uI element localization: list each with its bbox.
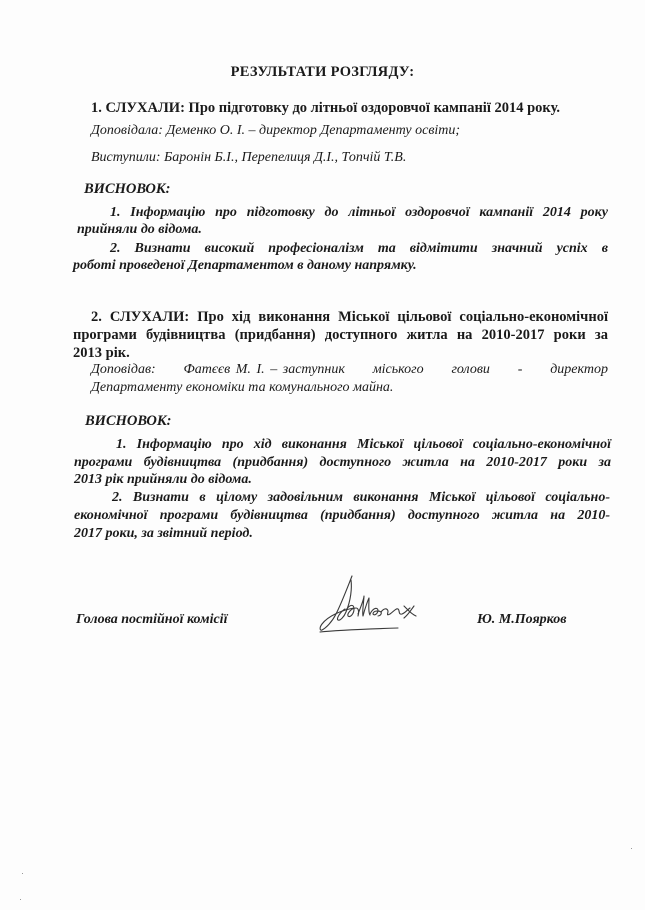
item1-heard bbox=[91, 98, 560, 118]
page-title: РЕЗУЛЬТАТИ РОЗГЛЯДУ: bbox=[230, 64, 415, 80]
item2-conclusion-2-line1: 2. Визнати в цілому задовільним виконання Міської цільової соціально- bbox=[112, 490, 610, 505]
item1-reporter: Доповідала: Деменко О. І. – директор Департаменту освіти; bbox=[91, 123, 461, 138]
item2-conclusion-1-line2: програми будівництва (придбання) доступного житла на 2010-2017 роки за bbox=[74, 455, 611, 470]
item2-heard-line3: 2013 рік. bbox=[73, 345, 130, 361]
scan-speck bbox=[20, 899, 21, 900]
scan-speck bbox=[631, 848, 632, 849]
item1-conclusion-1-line2: прийняли до відома. bbox=[77, 222, 202, 237]
item2-conclusion-1-line3: 2013 рік прийняли до відома. bbox=[74, 472, 252, 487]
scan-speck bbox=[22, 873, 23, 874]
handwritten-signature bbox=[318, 574, 428, 636]
item2-conclusion-2-line3: 2017 роки, за звітний період. bbox=[74, 526, 253, 541]
signature-position: Голова постійної комісії bbox=[76, 612, 228, 627]
item1-conclusion-heading: ВИСНОВОК: bbox=[84, 181, 171, 197]
item2-conclusion-1-line1: 1. Інформацію про хід виконання Міської цільової соціально-економічної bbox=[116, 437, 611, 452]
signature-name: Ю. М.Поярков bbox=[477, 612, 567, 627]
item2-conclusion-heading: ВИСНОВОК: bbox=[85, 413, 172, 429]
item1-speakers: Виступили: Баронін Б.І., Перепелиця Д.І., Топчій Т.В. bbox=[91, 150, 407, 165]
item2-heard-line1: 2. СЛУХАЛИ: Про хід виконання Міської цільової соціально-економічної bbox=[91, 309, 608, 325]
item1-conclusion-1-line1: 1. Інформацію про підготовку до літньої оздоровчої кампанії 2014 року bbox=[110, 205, 608, 220]
item1-heard-prefix: 1. СЛУХАЛИ: bbox=[91, 100, 185, 116]
item2-reporter-line2: Департаменту економіки та комунального майна. bbox=[91, 380, 394, 395]
item1-conclusion-2-line1: 2. Визнати високий професіоналізм та відмітити значний успіх в bbox=[110, 241, 608, 256]
item1-conclusion-2-line2: роботі проведеної Департаментом в даному напрямку. bbox=[73, 258, 417, 273]
item2-reporter-line1: Доповідав: Фатєєв М. І. – заступник міського голови - директор bbox=[91, 362, 608, 377]
item1-heard-text: Про підготовку до літньої оздоровчої кампанії 2014 року. bbox=[188, 100, 560, 116]
item2-conclusion-2-line2: економічної програми будівництва (придбання) доступного житла на 2010- bbox=[74, 508, 610, 523]
item2-heard-line2: програми будівництва (придбання) доступного житла на 2010-2017 роки за bbox=[73, 327, 608, 343]
signature-mark bbox=[318, 574, 428, 636]
